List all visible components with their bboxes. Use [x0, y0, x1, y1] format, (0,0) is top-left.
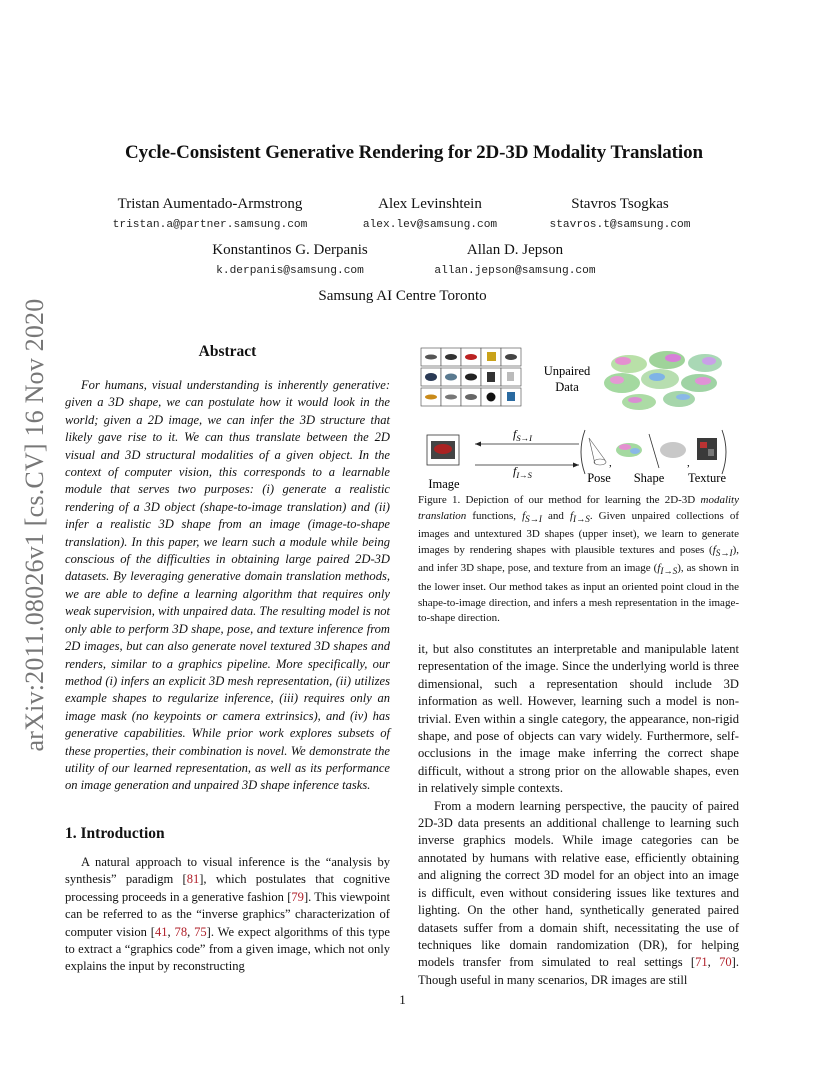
author-name: Konstantinos G. Derpanis	[212, 242, 368, 258]
author-name: Allan D. Jepson	[466, 242, 564, 258]
arrow-label-image-to-shape: $f_{I\to S}$	[513, 464, 532, 480]
label-data: Data	[555, 380, 579, 394]
intro-paragraph: A natural approach to visual inference is the “analysis by synthesis” paradigm [81], which postulates that cognitive processing proceeds in a generative fashion [79]. This viewpoint can be referred to as the “inverse graphics” characterization of computer vision [41, 78, 75]. We expect algorithms of this type to extract a “graphics code” from a given image, which not only explains the input by reconstructing	[65, 855, 390, 974]
shape-mesh-icon	[616, 443, 642, 457]
abstract-heading: Abstract	[198, 343, 257, 360]
figure-1-caption: Figure 1. Depiction of our method for learning the 2D-3D modality translation functions, $f_{S\to I}$ and $f_{I\to S}$. Given unpaired collections of images and untextured 3D shapes (upper inset), we learn to generate images by rendering shapes with plausible textures and poses $(f_{S\to I})$, and infer 3D shape, pose, and texture from an image $(f_{I\to S})$, as shown in the lower inset. Our method takes as input an oriented point cloud in the shape-to-image direction, and infers a mesh representation in the image-to-shape direction.	[418, 494, 740, 625]
label-texture: Texture	[688, 471, 726, 485]
svg-text:,: ,	[609, 457, 612, 469]
author-name: Stavros Tsogkas	[571, 196, 669, 212]
figure-1	[417, 342, 740, 492]
intro-body	[65, 854, 390, 976]
label-shape: Shape	[633, 471, 665, 485]
paper-title: Cycle-Consistent Generative Rendering for 2D-3D Modality Translation	[125, 142, 703, 163]
abstract-body	[65, 377, 390, 795]
author-email: tristan.a@partner.samsung.com	[112, 219, 308, 231]
citation-link[interactable]: 71	[695, 955, 708, 970]
label-image: Image	[428, 477, 460, 491]
right-column-body	[418, 641, 739, 989]
abstract-text: For humans, visual understanding is inherently generative: given a 3D shape, we can postulate how it would look in the world; given a 2D image, we can infer the 3D structure that likely gave rise to it. We can thus translate between the 2D visual and 3D structural modalities of a given object. In the context of computer vision, this corresponds to a learnable module that serves two purposes: (i) generate a realistic rendering of a 3D object (shape-to-image translation) and (ii) infer a realistic 3D shape from an image (image-to-shape translation). In this paper, we learn such a module while being conscious of the difficulties in obtaining large paired 2D-3D datasets. By leveraging generative domain translation methods, we are able to define a learning algorithm that requires only weak supervision, with unpaired data. The resulting model is not only able to perform 3D shape, pose, and texture inference from 2D images, but can also generate novel textured 3D shapes and renders, similar to a graphics pipeline. More specifically, our method (i) infers an explicit 3D mesh representation, (ii) utilizes example shapes to regularize inference, (iii) requires only an image mask (no keypoints or camera extrinsics), and (iv) has generative capabilities. While prior work explores subsets of these properties, their combination is novel. We demonstrate the utility of our learned representation, as well as its performance on image generation and unpaired 3D shape inference tasks.	[65, 378, 390, 793]
author-email: alex.lev@samsung.com	[362, 219, 498, 231]
affiliation: Samsung AI Centre Toronto	[318, 288, 487, 304]
author-name: Alex Levinshtein	[378, 196, 482, 212]
citation-link[interactable]: 79	[291, 889, 304, 904]
arxiv-stamp: arXiv:2011.08026v1 [cs.CV] 16 Nov 2020	[20, 298, 49, 752]
author-email: allan.jepson@samsung.com	[434, 265, 596, 277]
label-pose: Pose	[587, 471, 611, 485]
paragraph: it, but also constitutes an interpretable and manipulable latent representation of the image. Since the underlying world is three dimensional, such a representation should include 3D information as well. However, learning such a model is non-trivial. Even within a single category, the appearance, non-rigid shape, and pose of objects can vary widely. Furthermore, self-occlusions in the image make inferring the correct shape difficult, without a strong prior on the allowable shapes, even in relatively simple contexts.	[418, 642, 739, 796]
intro-heading: 1. Introduction	[65, 825, 165, 842]
author-email: k.derpanis@samsung.com	[216, 265, 364, 277]
citation-link[interactable]: 70	[719, 955, 732, 970]
label-unpaired: Unpaired	[543, 364, 591, 378]
citation-link[interactable]: 41	[154, 924, 168, 939]
author-email: stavros.t@samsung.com	[549, 219, 691, 231]
svg-text:,: ,	[687, 457, 690, 469]
citation-link[interactable]: 81	[186, 872, 200, 887]
author-name: Tristan Aumentado-Armstrong	[117, 196, 303, 212]
pose-cone-icon	[589, 438, 606, 465]
citation-link[interactable]: 78	[174, 924, 188, 939]
page-number: 1	[399, 992, 406, 1007]
shape-point-clouds	[604, 351, 722, 410]
paragraph: From a modern learning perspective, the paucity of paired 2D-3D data presents an additional challenge to learning such inverse graphics models. While image categories can be annotated by humans with relative ease, efficiently obtaining and aligning the correct 3D model for an object into an image is difficult, even without considering issues like textures and lighting. On the other hand, synthetically generated paired datasets suffer from a domain shift, necessitating the use of techniques like domain randomization (DR), for helping models transfer from simulated to real settings [71, 70]. Though useful in many scenarios, DR images are still	[418, 798, 739, 987]
arrow-label-shape-to-image: $f_{S\to I}$	[513, 427, 532, 443]
untextured-shape-icon	[660, 442, 686, 458]
figure-1-graphic	[417, 342, 740, 492]
citation-link[interactable]: 75	[194, 924, 207, 939]
